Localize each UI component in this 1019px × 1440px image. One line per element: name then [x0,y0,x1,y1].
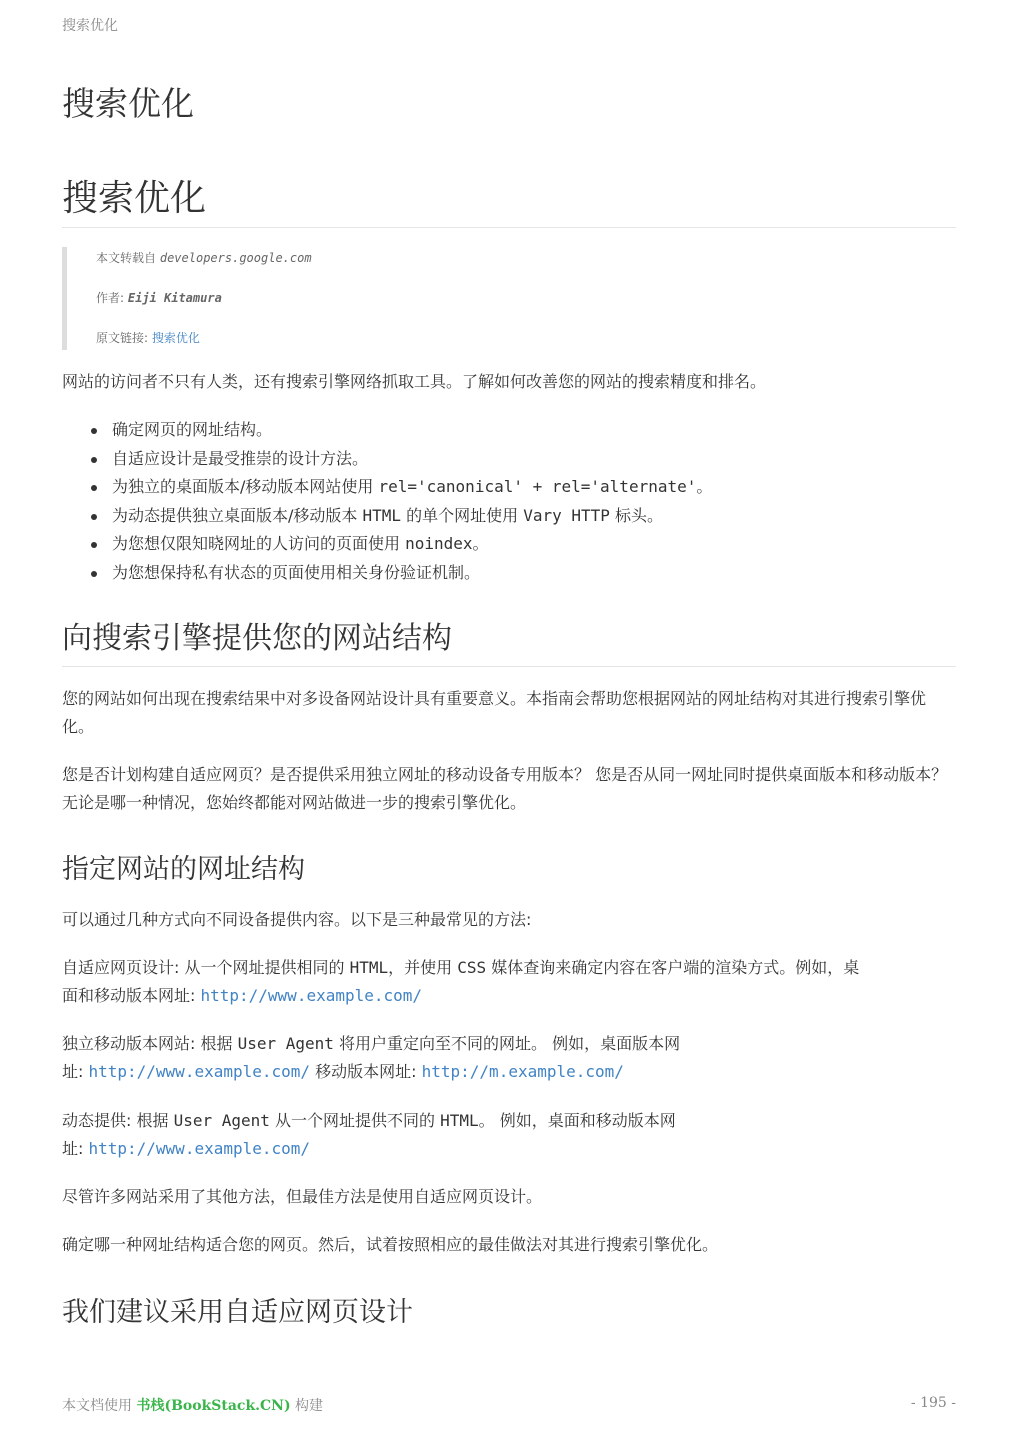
summary-list [62,416,956,588]
paragraph: 可以通过几种方式向不同设备提供内容。以下是三种最常见的方法: [62,910,532,929]
text: 将用户重定向至不同的网址。 例如，桌面版本网 [333,1034,681,1053]
list-item [62,445,956,474]
list-item [62,530,956,559]
inline-code: User Agent [237,1034,334,1053]
subsection-heading: 指定网站的网址结构 [62,854,305,885]
page-number: - 195 - [910,1395,956,1411]
example-url-link[interactable]: http://www.example.com/ [200,986,423,1005]
list-item-text: 自适应设计是最受推崇的设计方法。 [112,448,369,468]
text: 独立移动版本网站: 根据 [62,1034,238,1053]
reprint-source: developers.google.com [159,251,312,265]
inline-code: rel='canonical' + rel='alternate' [378,477,697,497]
title-divider [62,227,956,228]
list-item-text: 为动态提供独立桌面版本/移动版本 [112,505,363,525]
list-item-text: 。 [472,534,489,554]
inline-code: Vary HTTP [523,505,610,525]
text: 址: [62,1139,89,1158]
text: 自适应网页设计: 从一个网址提供相同的 [62,958,350,977]
paragraph: 尽管许多网站采用了其他方法，但最佳方法是使用自适应网页设计。 [62,1187,543,1206]
inline-code: HTML [349,958,389,977]
list-item [62,416,956,445]
inline-code: HTML [440,1111,479,1130]
author-label: 作者: [96,291,125,305]
section-divider [62,666,956,667]
list-item [62,502,956,531]
author-name: Eiji Kitamura [127,291,222,305]
text: ，并使用 [388,958,458,977]
original-article-link[interactable]: 搜索优化 [151,331,200,345]
bookstack-link[interactable]: 书栈(BookStack.CN) [136,1398,291,1414]
paragraph: 确定哪一种网址结构适合您的网页。然后，试着按照相应的最佳做法对其进行搜索引擎优化。 [62,1235,719,1254]
link-label: 原文链接: [96,331,149,345]
intro-paragraph: 网站的访问者不只有人类，还有搜索引擎网络抓取工具。了解如何改善您的网站的搜索精度和排名。 [62,372,767,391]
example-url-link[interactable]: http://www.example.com/ [88,1139,311,1158]
list-item-text: 为独立的桌面版本/移动版本网站使用 [112,477,379,497]
separate-mobile-paragraph [62,1030,956,1086]
footer-text: 构建 [290,1398,324,1414]
inline-code: HTML [362,505,402,525]
responsive-design-paragraph [62,954,956,1010]
text: 面和移动版本网址: [62,986,201,1005]
list-item [62,473,956,502]
text: 从一个网址提供不同的 [269,1111,441,1130]
list-item-text: 为您想仅限知晓网址的人访问的页面使用 [112,534,406,554]
source-link-line [96,329,200,346]
inline-code: User Agent [173,1111,270,1130]
source-blockquote [62,247,956,350]
paragraph: 您的网站如何出现在搜索结果中对多设备网站设计具有重要意义。本指南会帮助您根据网站的网址结构对其进行搜索引擎优化。 [62,689,927,736]
list-item [62,559,956,588]
reprint-line [96,249,312,266]
footer-credit [62,1395,323,1415]
inline-code: CSS [457,958,487,977]
footer-text: 本文档使用 [62,1398,137,1414]
paragraph: 您是否计划构建自适应网页？是否提供采用独立网址的移动设备专用版本？ 您是否从同一网址同时提供桌面版本和移动版本？ 无论是哪一种情况，您始终都能对网站做进一步的搜索引擎优化。 [62,765,948,812]
list-item-text: 为您想保持私有状态的页面使用相关身份验证机制。 [112,562,481,582]
section-heading: 向搜索引擎提供您的网站结构 [62,621,452,656]
mobile-url-link[interactable]: http://m.example.com/ [421,1062,624,1081]
list-item-text: 的单个网址使用 [401,505,524,525]
list-item-text: 。 [696,477,713,497]
list-item-text: 确定网页的网址结构。 [112,420,273,439]
reprint-label: 本文转载自 [96,251,157,265]
list-item-text: 标头。 [609,505,663,525]
dynamic-serving-paragraph [62,1107,956,1163]
author-line [96,289,222,306]
text: 动态提供: 根据 [62,1111,174,1130]
page-title: 搜索优化 [62,84,194,123]
text: 。 例如，桌面和移动版本网 [478,1111,676,1130]
running-header: 搜索优化 [62,18,118,34]
text: 媒体查询来确定内容在客户端的渲染方式。例如，桌 [486,958,860,977]
inline-code: noindex [405,534,473,554]
text: 移动版本网址: [310,1062,422,1081]
subsection-heading: 我们建议采用自适应网页设计 [62,1297,413,1328]
text: 址: [62,1062,89,1081]
article-title: 搜索优化 [62,178,207,219]
desktop-url-link[interactable]: http://www.example.com/ [88,1062,311,1081]
